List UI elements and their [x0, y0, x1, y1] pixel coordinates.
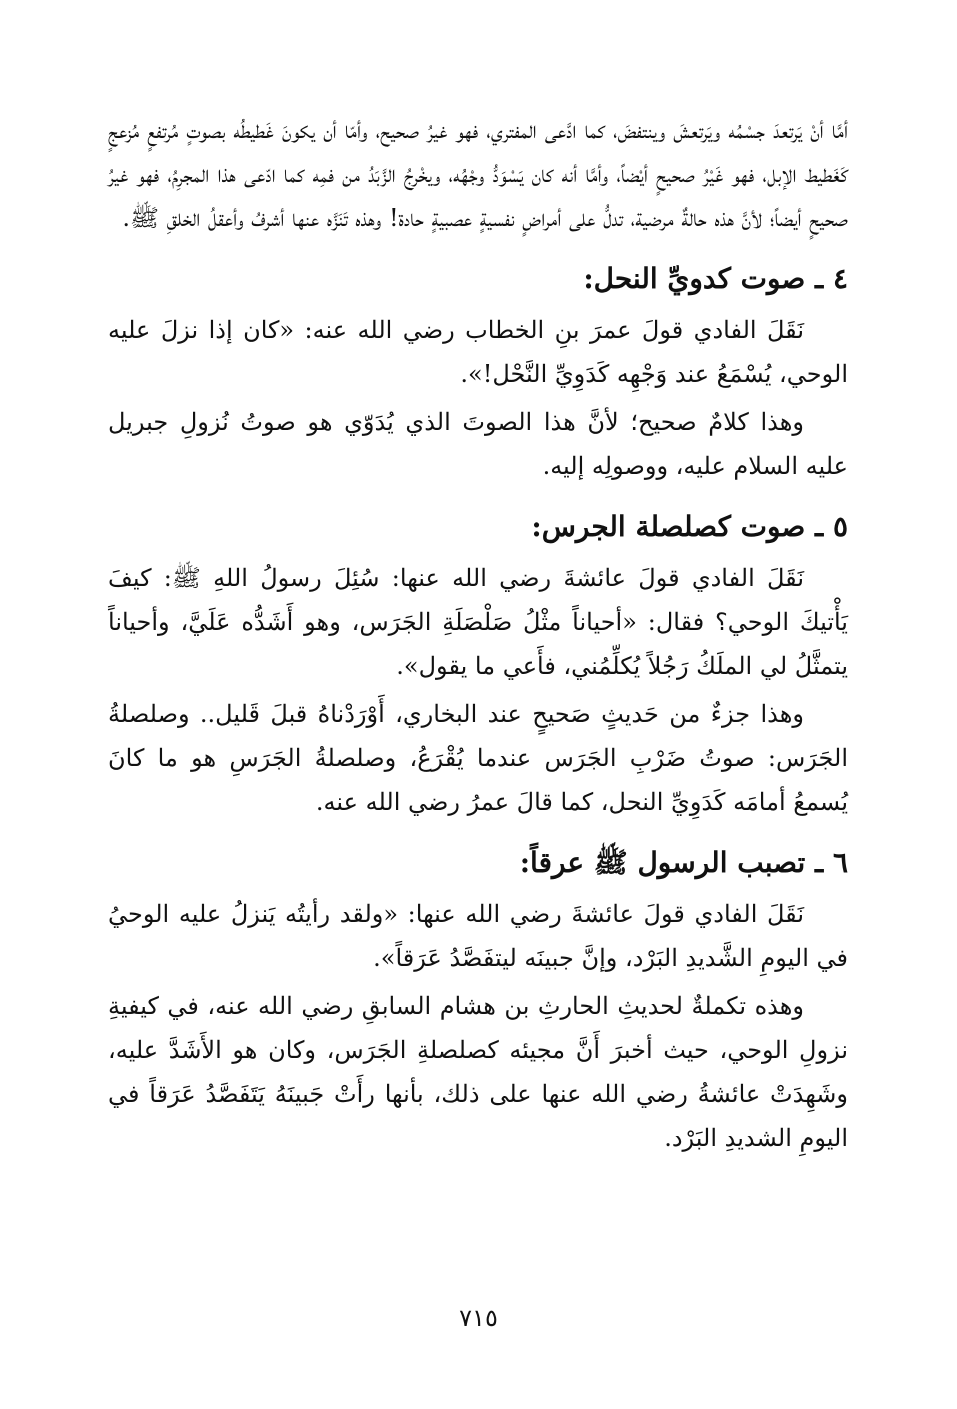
intro-paragraph: أمَّا أنْ يَرتعدَ جسْمُه ويَرتعشَ وينتفضَ، كما ادَّعى المفتري، فهو غيرُ صحيح، وأمّا أن يكونَ غَطيطُه بصوتٍ مُرتفعٍ مُزعجٍ كَغَطيط الإبل، فهو غَيْرُ صحيحٍ أيْضاً، وأمَّا أنه كان يَسْوَدُّ وجْهُه، ويخْرجُ الزَّبَدُ من فمِه كما ادّعى هذا المجرِمُ، فهو غيرُ صحيحٍ أيضاً؛ لأنَّ هذه حالةٌ مرضية، تدلُّ على أمراضٍ نفسيةٍ عصبيةٍ حادة! وهذه تَنَزَّه عنها أشرفُ وأعقلُ الخلقِ ﷺ. — [108, 116, 848, 232]
section-4-paragraph-1: نَقَلَ الفادي قولَ عمرَ بنِ الخطاب رضي الله عنه: «كان إذا نزلَ عليه الوحي، يُسْمَعُ عند وَجْهِه كَدَوِيِّ النَّحْل!». — [108, 316, 848, 388]
page-body — [108, 108, 848, 1160]
section-4-heading: ٤ ـ صوت كدويِّ النحل: — [583, 262, 848, 295]
section-6-paragraph-2: وهذه تكملةٌ لحديثِ الحارثِ بن هشام السابقِ رضي الله عنه، في كيفيةِ نزولِ الوحي، حيث أخبرَ أَنَّ مجيئه كصلصلةِ الجَرَس، وكان هو الأَشَدَّ عليه، وشَهِدَتْ عائشةُ رضي الله عنها على ذلك، بأنها رأَتْ جَبينَهُ يَتَفَصَّدُ عَرَقاً في اليومِ الشديدِ البَرْد. — [108, 992, 848, 1152]
section-5-paragraph-1: نَقَلَ الفادي قولَ عائشةَ رضي الله عنها: سُئِلَ رسولُ اللهِ ﷺ: كيفَ يَأْتيكَ الوحي؟ فقال: «أحياناً مثْلُ صَلْصَلَةِ الجَرَس، وهو أَشَدُّه عَلَيَّ، وأحياناً يتمثَّلُ لي الملَكُ رَجُلاً يُكلِّمُني، فأَعي ما يقول». — [108, 564, 848, 680]
section-4-paragraph-2: وهذا كلامٌ صحيح؛ لأنَّ هذا الصوتَ الذي يُدَوّي هو صوتُ نُزولِ جبريل عليه السلام عليه، ووصولِه إليه. — [108, 408, 848, 480]
section-6-heading: ٦ ـ تصبب الرسول ﷺ عرقاً: — [519, 846, 848, 879]
section-6-paragraph-1: نَقَلَ الفادي قولَ عائشةَ رضي الله عنها: «ولقد رأيتُه يَنزلُ عليه الوحيُ في اليومِ الشَّديدِ البَرْد، وإنَّ جبينَه ليتفَصَّدُ عَرَقاً». — [108, 900, 848, 972]
section-5-paragraph-2: وهذا جزءٌ من حَديثٍ صَحيحٍ عند البخاري، أَوْرَدْناهُ قبلَ قَليل.. وصلصلةُ الجَرَس: صوتُ ضَرْبِ الجَرَس عندما يُقْرَعُ، وصلصلةُ الجَرَسِ هو ما كانَ يُسمعُ أمامَه كَدَوِيِّ النحل، كما قالَ عمرُ رضي الله عنه. — [108, 700, 848, 816]
section-5-heading: ٥ ـ صوت كصلصلة الجرس: — [531, 510, 848, 543]
page-number: ٧١٥ — [459, 1304, 498, 1332]
